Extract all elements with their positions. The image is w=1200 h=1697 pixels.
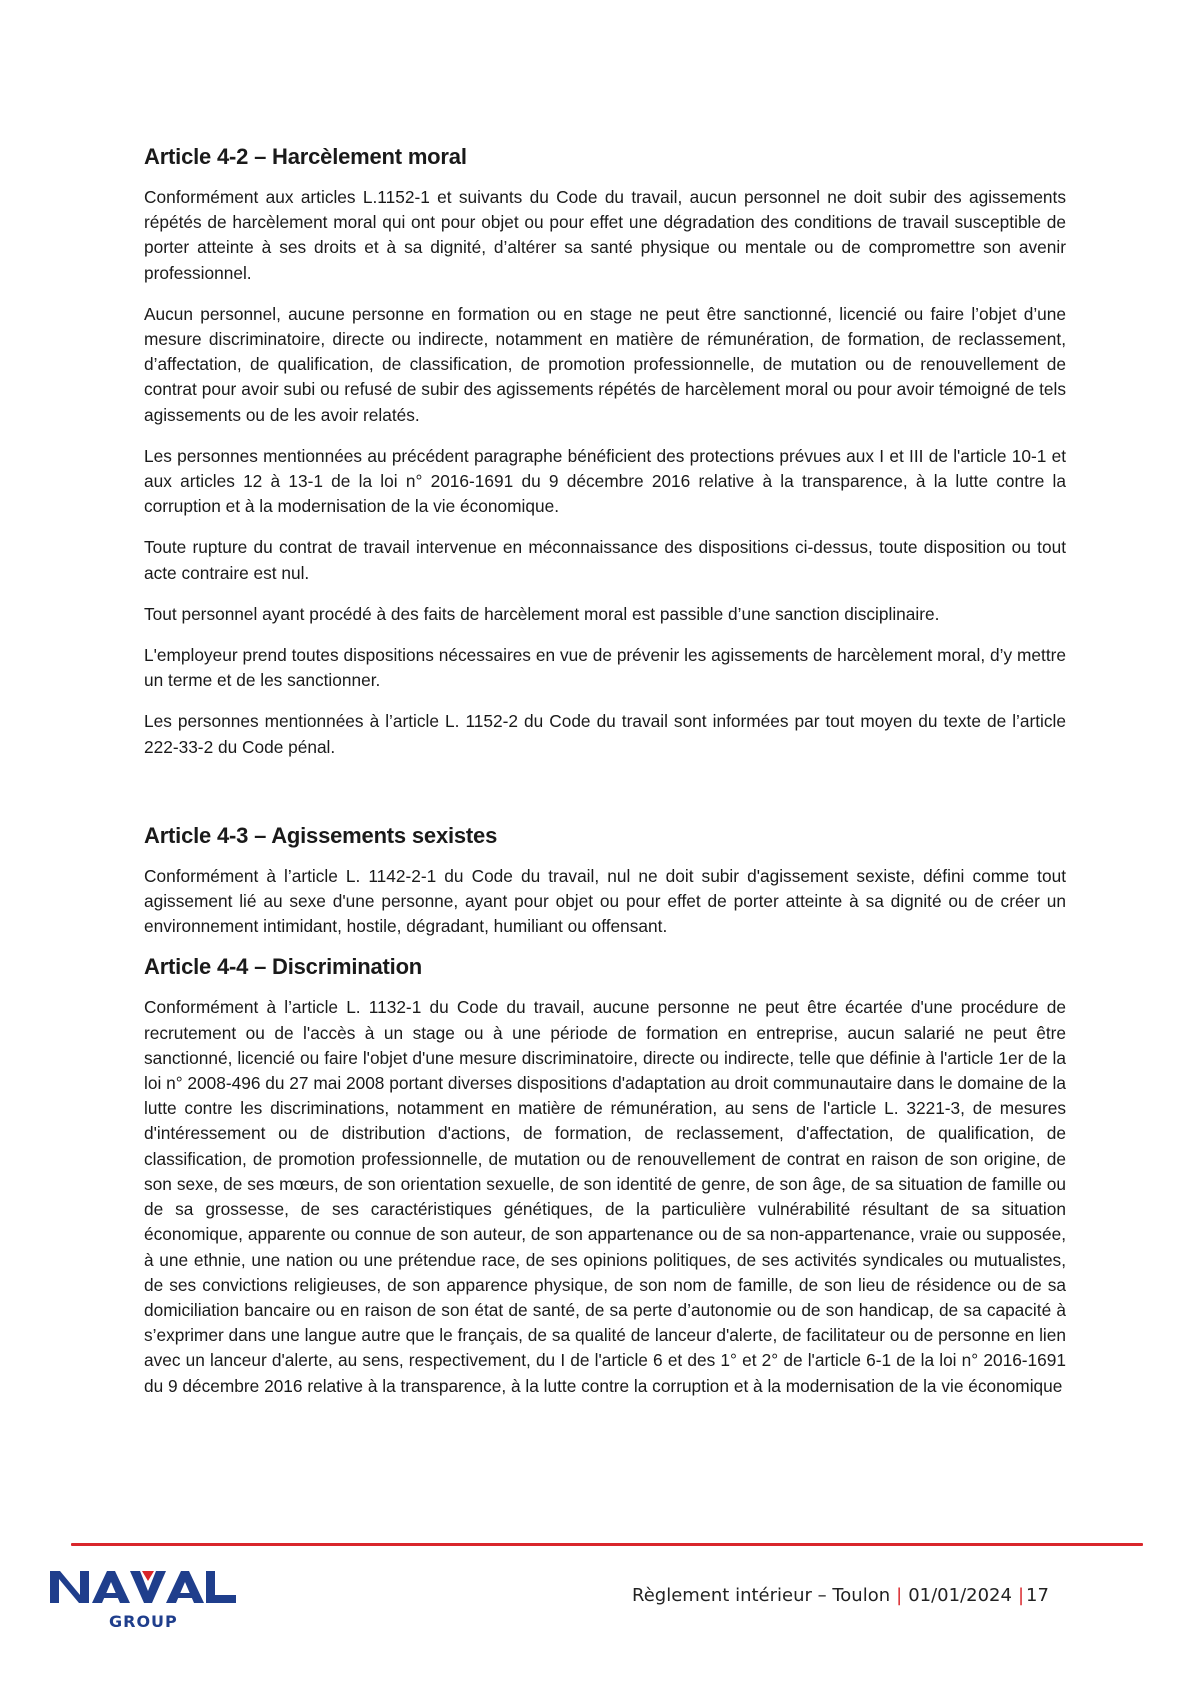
paragraph: Aucun personnel, aucune personne en formation ou en stage ne peut être sanctionné, licencié ou faire l’objet d’une mesure discriminatoire, directe ou indirecte, notamment en matière de rémunération, de formation, de reclassement, d’affectation, de qualification, de classification, de promotion professionnelle, de mutation ou de renouvellement de contrat pour avoir subi ou refusé de subir des agissements répétés de harcèlement moral ou pour avoir témoigné de tels agissements ou de les avoir relatés. — [144, 303, 1066, 425]
article-heading: Article 4-2 – Harcèlement moral — [144, 144, 467, 169]
article-4-2 — [144, 143, 1066, 760]
paragraph: L'employeur prend toutes dispositions nécessaires en vue de prévenir les agissements de harcèlement moral, d’y mettre un terme et de les sanctionner. — [144, 645, 1066, 691]
separator: | — [1017, 1585, 1025, 1606]
naval-group-logo-icon — [50, 1565, 260, 1650]
page-content — [144, 143, 1066, 1415]
article-heading: Article 4-3 – Agissements sexistes — [144, 822, 498, 848]
footer-info — [632, 1585, 1049, 1606]
svg-text:GROUP: GROUP — [109, 1612, 178, 1631]
article-heading: Article 4-4 – Discrimination — [144, 954, 423, 980]
article-4-3 — [144, 822, 1066, 940]
paragraph: Les personnes mentionnées au précédent paragraphe bénéficient des protections prévues aux I et III de l'article 10-1 et aux articles 12 à 13-1 de la loi n° 2016-1691 du 9 décembre 2016 relative à la transparence, à la lutte contre la corruption et à la modernisation de la vie économique. — [144, 445, 1066, 517]
paragraph: Tout personnel ayant procédé à des faits de harcèlement moral est passible d’une sanction disciplinaire. — [144, 603, 940, 624]
separator: | — [896, 1585, 903, 1606]
naval-group-logo — [50, 1565, 260, 1650]
document-date: 01/01/2024 — [908, 1585, 1012, 1606]
document-title: Règlement intérieur – Toulon — [632, 1585, 891, 1606]
paragraph: Conformément à l’article L. 1142-2-1 du Code du travail, nul ne doit subir d'agissement sexiste, défini comme tout agissement lié au sexe d'une personne, ayant pour objet ou pour effet de porter atteinte à sa dignité ou de créer un environnement intimidant, hostile, dégradant, humiliant ou offensant. — [144, 865, 1066, 937]
page-number: 17 — [1026, 1585, 1049, 1606]
footer-rule — [71, 1543, 1143, 1546]
paragraph: Les personnes mentionnées à l’article L. 1152-2 du Code du travail sont informées par tout moyen du texte de l’article 222-33-2 du Code pénal. — [144, 711, 1066, 757]
paragraph: Conformément à l’article L. 1132-1 du Code du travail, aucune personne ne peut être écartée d'une procédure de recrutement ou de l'accès à un stage ou à une période de formation en entreprise, aucun salarié ne peut être sanctionné, licencié ou faire l'objet d'une mesure discriminatoire, directe ou indirecte, telle que définie à l'article 1er de la loi n° 2008-496 du 27 mai 2008 portant diverses dispositions d'adaptation au droit communautaire dans le domaine de la lutte contre les discriminations, notamment en matière de rémunération, au sens de l'article L. 3221-3, de mesures d'intéressement ou de distribution d'actions, de formation, de reclassement, d'affectation, de qualification, de classification, de promotion professionnelle, de mutation ou de renouvellement de contrat en raison de son origine, de son sexe, de ses mœurs, de son orientation sexuelle, de son identité de genre, de son âge, de sa situation de famille ou de sa grossesse, de ses caractéristiques génétiques, de la particulière vulnérabilité résultant de sa situation économique, apparente ou connue de son auteur, de son appartenance ou de sa non-appartenance, vraie ou supposée, à une ethnie, une nation ou une prétendue race, de ses opinions politiques, de ses activités syndicales ou mutualistes, de ses convictions religieuses, de son apparence physique, de son nom de famille, de son lieu de résidence ou de sa domiciliation bancaire ou en raison de son état de santé, de sa perte d’autonomie ou de son handicap, de sa capacité à s’exprimer dans une langue autre que le français, de sa qualité de lanceur d'alerte, de facilitateur ou de personne en lien avec un lanceur d'alerte, au sens, respectivement, du I de l'article 6 et des 1° et 2° de l'article 6-1 de la loi n° 2016-1691 du 9 décembre 2016 relative à la transparence, à la lutte contre la corruption et à la modernisation de la vie économique — [144, 997, 1066, 1396]
article-4-4 — [144, 953, 1066, 1398]
paragraph: Conformément aux articles L.1152-1 et suivants du Code du travail, aucun personnel ne doit subir des agissements répétés de harcèlement moral qui ont pour objet ou pour effet une dégradation des conditions de travail susceptible de porter atteinte à ses droits et à sa dignité, d’altérer sa santé physique ou mentale ou de compromettre son avenir professionnel. — [144, 187, 1066, 283]
paragraph: Toute rupture du contrat de travail intervenue en méconnaissance des dispositions ci-dessus, toute disposition ou tout acte contraire est nul. — [144, 537, 1066, 583]
